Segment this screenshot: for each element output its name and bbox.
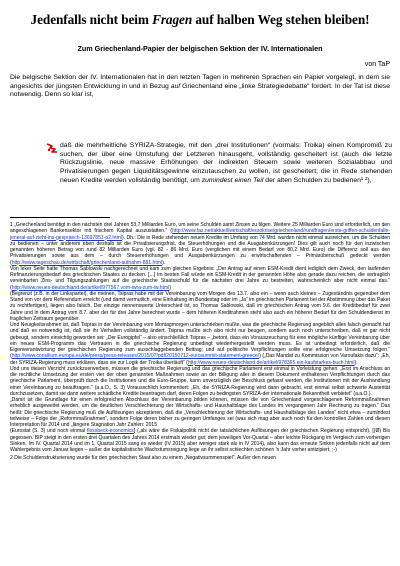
footnote-text: ) (169, 284, 172, 291)
footnote-text: „Damit ist die Grundlage für einen erfolgreichen Abschluss der Vereinbarung bilden können, müssen die von Griechenland vorgeschlagenen Reformmaßnahmen erheblich ausgeweitet werden, um die deutlichen Verschlechterung der Wirtschafts- und Haushaltslage des Landes im vergangenen Jahr Rechnung zu tragen.“ Das heißt: Die griechische Regierung muß die Auflösungen akzeptieren, daß die „Verschlechterung der Wirtschafts- und Haushaltslage des Landes“ nicht etwa – zumindest teilweise – Folge der „Reformmaßnahmen“, sondern Folge deren bisher zu geringen Umfanges sei (was sich mag aber auch noch für den kontrollen Zahlen und diesen Interpretation für 2014 und „längere Stagnation Jahr Zahlen: 2015 (10, 397, 390, 428)
footnote-link[interactable]: http://www.faz.net/aktuell/wirtschaft/eurokrise/griechenland/rundfragen/erste-griffen-schuldenfalle-jeneral-auf-zieht-ins-gespraech-13697851-p2.html (10, 228, 390, 241)
intro-text-2: Griechenland eine „linke Strategiedebatte“ fordert. In der Tat ist diese notwendig. Denn so klar ist, (10, 82, 390, 99)
footnote-paragraph (10, 266, 390, 291)
footnote-text: Und Neuigkeitsrahmen ist, daß Tsipras in der Vereinbarung vom Montagmorgen unterschrieben mußte, was die griechische Regierung angeblich alles falsch gemacht hat und daß es notwendig ist, daß sie ihr Verhalten vollständig ändert. Tsipras mußte sich also nicht nur beugen, sondern auch noch unterschreiben, daß er gar nicht gebeugt, sondern einsichtig geworden sei: „Der Eurogipfel“ – also einschließlich Tsipras – „betont, dass ein Vorauszeuchung für eine mögliche künftige Vereinbarung über ein neues ESM-Programm das Vertrauen in die griechische Regierung unbedingt wiederhergestellt werden muss. Es ist unbedingt erforderlich, daß die Eigenverantwortung der griechischen Regierung zum ausschlaggebenden Beitrag; und auf politische Verpflichtungen sollte eine erfolgreiche Umsetzung folgen.“ ( (10, 322, 390, 360)
footnote-text: ] („als wäre die Fiskalpolitik nicht der tatsächlichen Auflösungen der griechischen Regierung entspricht). [(Ø) Bis gegessen. BIP steigt in den ersten drei Quartalen des Jahres 2014 erstmals wieder gut; dem jeweiligen Vor-Quartal – aber leichte Rückgang im Vergleich zum vorherigen Sinken. Im IV. Quartal 2014 und im 1. Quartal 2015 sang es wieder (IV 2015) aber weniger stark als in IV 2014), also kann das erneute Sinken jedenfalls nicht auf dem Wahlergebnis vom Januar liegen – außer die kapitalistische Wachstumsreigung liege an ihr selbst schlechten schönen 'n Jahr vorher antizipiert, ;-) (10, 428, 390, 453)
footnote-paragraph (10, 322, 390, 366)
title-part-1: Jedenfalls nicht beim (30, 12, 153, 27)
footnote-1 (10, 222, 390, 266)
footnote-text: Von leker Seite hatte Thomas Sablowski nachgerechnet und kam zum gleichen Ergebnis: „Der Antrag auf einen ESM-Kredit dient lediglich dem Zweck, den laufenden Refinanzierungsbedarf des griechischen Staates zu decken. [...] Im besten Fall würde ein ESM-Kredit in der genannten Höhe also gerade dazu reichen, die vertraglich vereinbarten Zins- und Tilgungszahlungen auf die griechische Staatsschuld für die nächsten drei Jahre zu bestreiten, wahrscheinlich aber nicht einmal das.“ ( (10, 265, 390, 291)
quote-text-1: daß die mehrheitliche SYRIZA-Strategie, mit den „drei Institutionen“ (vormals: Troika) einen Kompromiß zu suchen, der über eine Umstufung der Letzteren hinausgeht, vollständig gescheitert ist (auch die letzte Rückzugslinie, neue massive Erhöhungen der indirekten Steuern sowie weiteren Sozialabbau und Privatisierungen gegen Liquiditätsgewinne einzutauschen zu wollen, ist gescheitert; die in Rede stehenden neuen Kredite werden vollständig benötigt, um (60, 142, 392, 184)
quote-text-2: der alten Schulden zu bedienen¹ ²), (263, 176, 372, 184)
title-emphasis: Fragen (152, 12, 193, 27)
quote-emphasis: zumindest einen Teil (201, 176, 264, 184)
footnote-divider (10, 217, 110, 218)
footnote-2 (10, 455, 390, 461)
intro-emphasis: auf (170, 82, 181, 90)
footnote-text: ). Dh.: Die in Rede stehenden neuen Kredite im Umfang von 74 Mrd. wurden nicht einmal ausreichen, um die Schulden zu bedienen – unter anderem eben deshalb ist die Privatisierungsfrist, die Steuerhöhungen und die Ausgabenkürzungen! Dies gilt auch noch für den inzwischen genannten höheren Betrag von rund 82 Milliarden Euro (vgl. 82 - 86 Mrd. Euro (verglichen mit einem Bedarf von 80,2 Mrd. Euro) die Differenz soll aus den Privatisierungen sowie aus dem – durch Steuererhöhungen und Ausgabenkürzungen zu erwirtschaftenden – Primärüberschuß gedeckt werden ( (10, 234, 390, 266)
footnote-link[interactable]: flossbeck-economics (86, 428, 134, 435)
footnote-paragraph (10, 366, 390, 397)
indented-quote (60, 142, 392, 186)
footnote-link[interactable]: http://www.neues-deutschland.de/artikel/977567.vom-iwra-zum-iw.html (11, 284, 170, 291)
footnote-text: Und uns diesen Verzicht zurückzuerwerben, müssen die griechische Regierung und das griechische Parlament erst einmal in Vorleistung gehen. „Erst im Anschluss an die rechtliche Umsetzung der ersten vier der oben genannten Maßnahmen sowie an der Billigung aller in diesem Dokument enthaltenen Verpflichtungen durch das griechische Parlament, überprüft durch die Institutionen und die Euro-Gruppe, kann unverzüglich der Beschluss gefasst werden, die Institutionen mit der Aushandlung einer Vereinbarung zu beauftragen.“ (a.a.O., S. 3) Vorausschlich kommentiert: „Eh, die SYRIZA-Regierung wird dann gebracht, erst einmal selbst schwerte Austerität durchzusetzen, damit sie dann weitere schädliche Kredite beantragen darf, deren Folgen zu bedingsten SYRIZA-der internationale Bekanntheit verbietet“ (a.a.O.). (10, 365, 390, 397)
red-bullet-icon (46, 143, 58, 153)
footnote-text: 1 „Griechenland benötigt in den nächsten drei Jahren 53,7 Milliarden Euro, um seine Schulden samt Zinsen zu tilgen. Weitere 25 Milliarden Euro sind erforderlich, um den angeschlagenen Bankensektor mit frischem Kapital auszustatten.“ ( (10, 222, 390, 235)
footnote-link[interactable]: http://www.neues-deutschland.de/artikel/978365.ein-kaufstarkes-buch.html (187, 359, 355, 366)
title-part-3: auf halben Weg stehen bleiben! (192, 12, 370, 27)
footnote-text: ). (354, 359, 358, 366)
intro-paragraph (10, 74, 390, 100)
footnote-text: 2 Die Schuldenstrukturierung wurde für den griechischen Staat also zu einem „Negativsummenspiel“. Außer den neuen (10, 455, 276, 462)
footnote-paragraph (10, 397, 390, 428)
footnote-text: (Begrenzt (z.B. in der Linkspartei), die meinen, Tsipras habe mit der Vereinbarung vom Morgen des 13.7. also ein – wenn auch kleines – Zugeständnis gegenüber dem Stand von vor dem Referendum erreicht (und damit vermutlich, eine Einhaltung im Bundestag oder im „Ja“ im griechischen Parlament bei der Abstimmung über das Paket zu rechtfertigen), liegen also falsch. Der einzige nennenswerte Unterschied ist, so Thomas Sablowski, daß im griechischen Antrag vom 9.6. der Kreditbedarf für zwei Jahre und in dem Antrag vom 8.7. aber der für drei Jahre berechnet wurde – dem höheren Kreditrahmen steht also auch ein höherer Bedarf für den Schuldendienst im fraglichen Zeitraum gegenüber. (10, 290, 390, 322)
author-byline: von TaP (364, 61, 390, 68)
footnotes (10, 222, 390, 462)
footnote-paragraph (10, 291, 390, 322)
page-title (0, 12, 400, 28)
footnote-paragraph (10, 428, 390, 453)
footnote-text: ) („Das Mandat zu Kommission von Varoufakis dazu“: „Eh, der SYRIZA-Regierung muss erklären, dass sie zur Logik der Troika überläuft“ ( (10, 353, 390, 366)
intro-text-1: Die belgische Sektion der IV. Internationalen hat in den letzten Tagen in mehreren Sprachen ein Papier vorgelegt, in dem sie angesichts der jüngsten Entwicklung in und in Bezug (10, 74, 390, 90)
footnote-text: ). (162, 259, 166, 266)
footnote-text: (Eurostat (S. 3) und noch einmal (10, 428, 87, 435)
page-subtitle: Zum Griechenland-Papier der belgischen Sektion der IV. Internationalen (77, 44, 323, 53)
footnote-link[interactable]: http://www.tageschau.de/wirtschaft/griechenland-aufnahm-881.html (11, 259, 163, 266)
footnote-link[interactable]: http://www.consilium.europa.eu/de/press/press-releases/2015/07/pdf/20150712-eurosummit-statement-greece/ (11, 353, 260, 360)
